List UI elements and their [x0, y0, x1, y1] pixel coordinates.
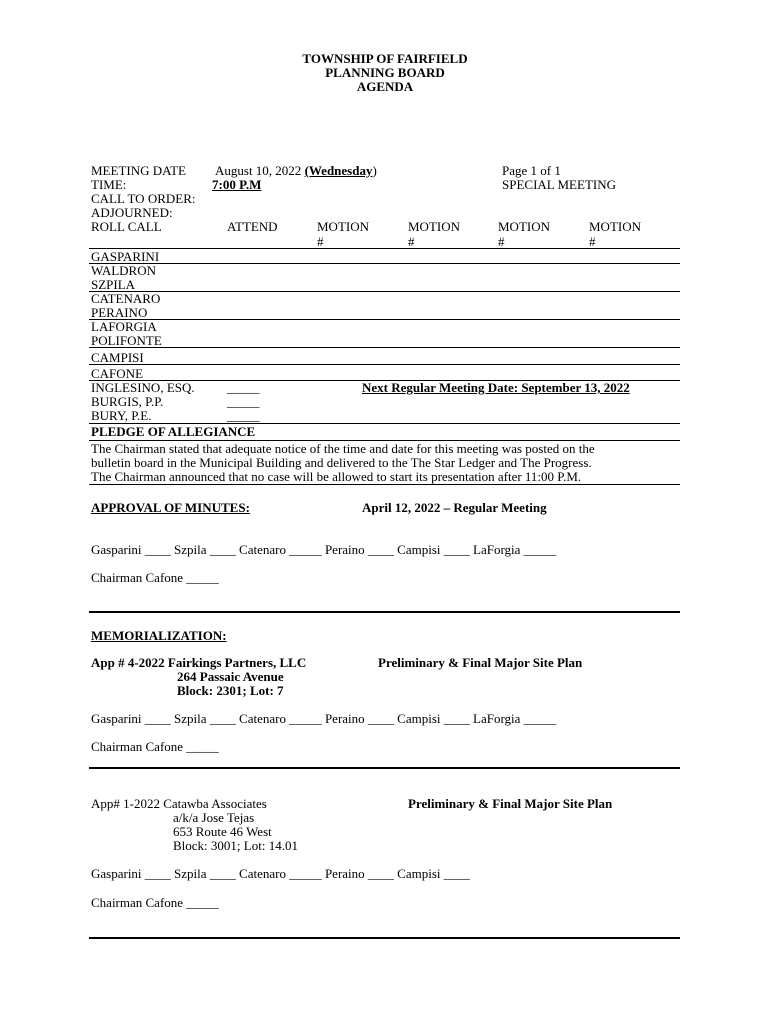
application-type: Preliminary & Final Major Site Plan	[408, 796, 613, 811]
chairman-vote-line: Chairman Cafone _____	[91, 739, 219, 754]
vote-line: Gasparini ____ Szpila ____ Catenaro _____ Peraino ____ Campisi ____ LaForgia _____	[91, 711, 557, 726]
member-name: POLIFONTE	[91, 333, 162, 348]
divider	[89, 484, 680, 485]
professional-name: BURY, P.E.	[91, 408, 152, 423]
professional-name: BURGIS, P.P.	[91, 394, 164, 409]
call-to-order-label: CALL TO ORDER:	[91, 191, 196, 206]
time-label: TIME:	[91, 177, 127, 192]
application-name: App# 1-2022 Catawba Associates	[91, 796, 267, 811]
member-name: PERAINO	[91, 305, 148, 320]
notice-line: The Chairman stated that adequate notice of the time and date for this meeting was posted on the	[91, 441, 595, 456]
divider	[89, 937, 680, 939]
roll-call-label: ROLL CALL	[91, 219, 162, 234]
application-name: App # 4-2022 Fairkings Partners, LLC	[91, 655, 307, 670]
motion-header	[498, 219, 550, 249]
attend-blank: _____	[227, 408, 260, 423]
chairman-vote-line: Chairman Cafone _____	[91, 570, 219, 585]
pledge-title: PLEDGE OF ALLEGIANCE	[91, 424, 256, 439]
application-block-lot: Block: 3001; Lot: 14.01	[173, 838, 298, 853]
member-name: CAMPISI	[91, 350, 144, 365]
board-title: PLANNING BOARD	[325, 65, 445, 80]
vote-line: Gasparini ____ Szpila ____ Catenaro _____ Peraino ____ Campisi ____ LaForgia _____	[91, 542, 557, 557]
chairman-vote-line: Chairman Cafone _____	[91, 895, 219, 910]
member-name: LAFORGIA	[91, 319, 157, 334]
divider	[89, 291, 680, 292]
divider	[89, 767, 680, 769]
motion-header-number: #	[498, 234, 505, 249]
divider	[89, 248, 680, 249]
motion-header	[317, 219, 369, 249]
member-name: CATENARO	[91, 291, 161, 306]
motion-header-title: MOTION	[317, 219, 369, 234]
meeting-date-label: MEETING DATE	[91, 163, 186, 178]
meeting-type: SPECIAL MEETING	[502, 177, 616, 192]
member-name: GASPARINI	[91, 249, 160, 264]
motion-header-title: MOTION	[589, 219, 641, 234]
divider	[89, 611, 680, 613]
vote-line: Gasparini ____ Szpila ____ Catenaro _____ Peraino ____ Campisi ____	[91, 866, 470, 881]
divider	[89, 364, 680, 365]
motion-header-title: MOTION	[498, 219, 550, 234]
member-name: WALDRON	[91, 263, 156, 278]
divider	[89, 263, 680, 264]
motion-header-number: #	[317, 234, 324, 249]
notice-line: The Chairman announced that no case will be allowed to start its presentation after 11:00 P.M.	[91, 469, 582, 484]
motion-header-title: MOTION	[408, 219, 460, 234]
page-indicator: Page 1 of 1	[502, 163, 561, 178]
attend-blank: _____	[227, 380, 260, 395]
attend-header: ATTEND	[227, 219, 278, 234]
application-type: Preliminary & Final Major Site Plan	[378, 655, 583, 670]
motion-header	[589, 219, 641, 249]
member-name: CAFONE	[91, 366, 144, 381]
motion-header-number: #	[408, 234, 415, 249]
next-meeting-date: Next Regular Meeting Date: September 13, 2022	[362, 380, 630, 395]
memorialization-title: MEMORIALIZATION:	[91, 628, 227, 643]
meeting-day-close: )	[372, 163, 377, 178]
notice-line: bulletin board in the Municipal Building and delivered to the The Star Ledger and The Progress.	[91, 455, 592, 470]
minutes-title: APPROVAL OF MINUTES:	[91, 500, 250, 515]
application-block-lot: Block: 2301; Lot: 7	[177, 683, 284, 698]
motion-header	[408, 219, 460, 249]
divider	[89, 319, 680, 320]
minutes-meeting: April 12, 2022 – Regular Meeting	[362, 500, 547, 515]
member-name: SZPILA	[91, 277, 136, 292]
professional-name: INGLESINO, ESQ.	[91, 380, 195, 395]
adjourned-label: ADJOURNED:	[91, 205, 173, 220]
township-title: TOWNSHIP OF FAIRFIELD	[302, 51, 468, 66]
motion-header-number: #	[589, 234, 596, 249]
application-alias: a/k/a Jose Tejas	[173, 810, 255, 825]
application-address: 264 Passaic Avenue	[177, 669, 284, 684]
meeting-date-text: August 10, 2022	[215, 163, 302, 178]
agenda-title: AGENDA	[356, 79, 414, 94]
meeting-date-value	[215, 164, 377, 178]
divider	[89, 347, 680, 348]
time-value: 7:00 P.M	[212, 177, 262, 192]
attend-blank: _____	[227, 394, 260, 409]
application-address: 653 Route 46 West	[173, 824, 272, 839]
meeting-day: (Wednesday	[304, 163, 373, 178]
